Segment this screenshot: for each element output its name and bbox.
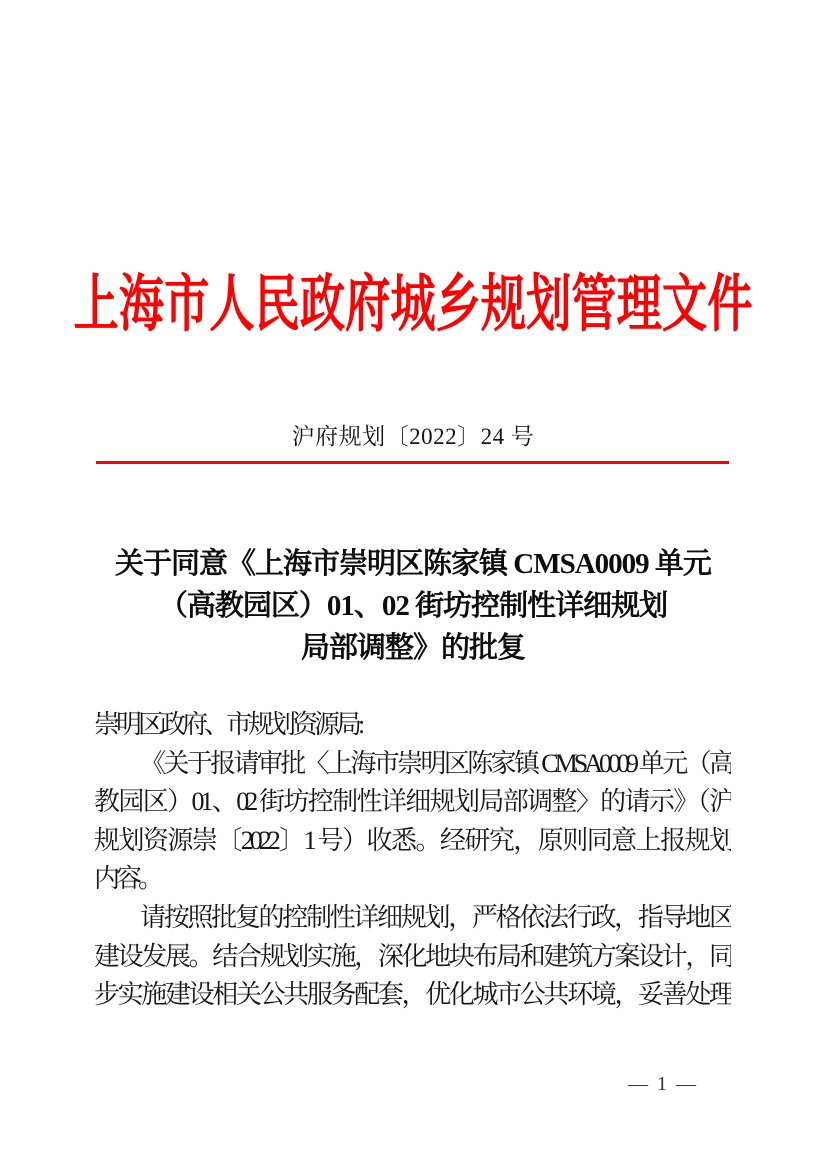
red-separator-line [96, 461, 729, 464]
body-line-salutation: 崇明区政府、市规划资源局: [94, 710, 362, 739]
doc-title-line-2: （高教园区）01、02 街坊控制性详细规划 [158, 590, 668, 622]
page-number: — 1 — [628, 1073, 698, 1095]
letterhead-title: 上海市人民政府城乡规划管理文件 [73, 271, 753, 339]
body-text [94, 706, 731, 1015]
doc-title-line-1: 关于同意《上海市崇明区陈家镇 CMSA0009 单元 [115, 548, 711, 580]
doc-number: 沪府规划〔2022〕24 号 [291, 424, 535, 449]
body-line-4: 规划资源崇〔2022〕1 号）收悉。经研究，原则同意上报规划 [94, 825, 731, 855]
body-line-7: 建设发展。结合规划实施，深化地块布局和建筑方案设计，同 [94, 941, 731, 971]
doc-title [0, 543, 826, 669]
body-line-3: 教园区）01、02 街坊控制性详细规划局部调整〉的请示》（沪 [94, 787, 731, 817]
body-line-6: 请按照批复的控制性详细规划，严格依法行政，指导地区 [140, 902, 731, 932]
doc-title-line-3: 局部调整》的批复 [300, 632, 525, 664]
letterhead [0, 273, 826, 337]
body-line-2: 《关于报请审批〈上海市崇明区陈家镇 CMSA0009 单元（高 [140, 748, 731, 778]
body-line-8: 步实施建设相关公共服务配套，优化城市公共环境，妥善处理 [94, 980, 731, 1010]
body-line-5: 内容。 [94, 864, 161, 894]
